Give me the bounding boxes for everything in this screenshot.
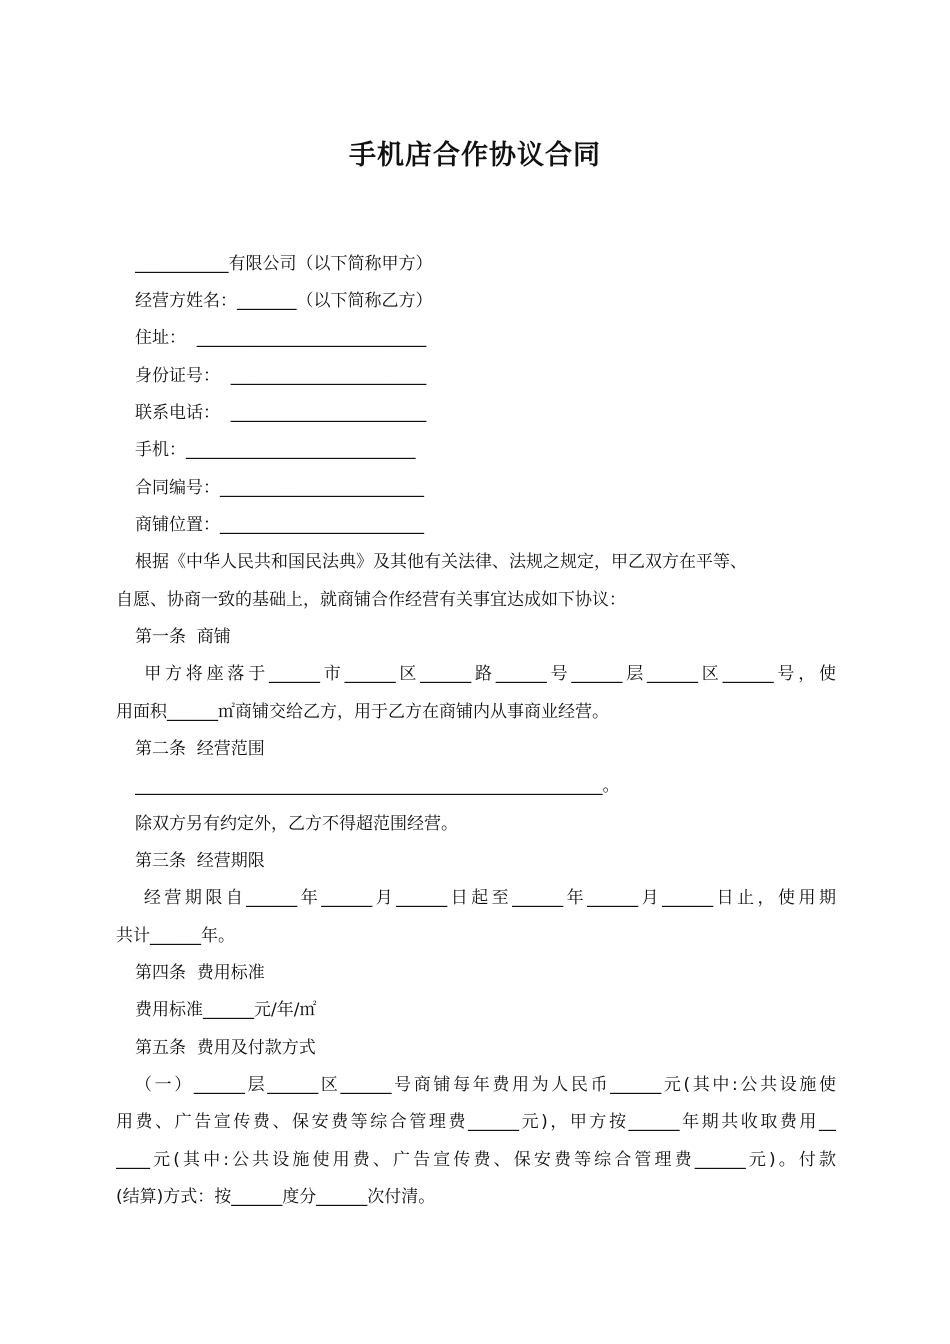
article-3-heading: 第三条 经营期限	[135, 851, 265, 871]
article-5-line-3: ____元(其中:公共设施使用费、广告宣传费、保安费等综合管理费______元)。付款	[116, 1150, 836, 1170]
article-3-line-2: 共计______年。	[116, 926, 235, 946]
article-5-line-2: 用费、广告宣传费、保安费等综合管理费______元)，甲方按______年期共收取费用__	[116, 1112, 836, 1132]
party-b-name-line: 经营方姓名：_______（以下简称乙方）	[135, 291, 433, 311]
shop-location-line: 商铺位置：________________________	[135, 515, 424, 535]
article-1-line-1: 甲方将座落于______市______区______路______号______层______区______号，使	[135, 664, 836, 684]
article-5-line-1: （一）______层______区______号商铺每年费用为人民币______元(其中:公共设施使	[135, 1075, 836, 1095]
preamble-line-1: 根据《中华人民共和国民法典》及其他有关法律、法规之规定，甲乙双方在平等、	[135, 552, 747, 572]
article-5-heading: 第五条 费用及付款方式	[135, 1038, 316, 1058]
party-a-line: ___________有限公司（以下简称甲方）	[135, 254, 433, 274]
article-2-scope-blank: _______________________________________________________。	[135, 776, 620, 796]
article-4-fee-standard: 费用标准______元/年/㎡	[135, 1000, 317, 1020]
article-5-line-4: (结算)方式：按______度分______次付清。	[116, 1187, 436, 1207]
article-3-line-1: 经营期限自______年______月______日起至______年______月______日止，使用期	[135, 888, 836, 908]
article-4-heading: 第四条 费用标准	[135, 963, 265, 983]
document-title: 手机店合作协议合同	[349, 140, 601, 171]
address-line: 住址： ___________________________	[135, 328, 427, 348]
article-1-line-2: 用面积______㎡商铺交给乙方，用于乙方在商铺内从事商业经营。	[116, 702, 609, 722]
mobile-line: 手机：___________________________	[135, 440, 416, 460]
article-2-restriction: 除双方另有约定外，乙方不得超范围经营。	[135, 814, 458, 834]
article-2-heading: 第二条 经营范围	[135, 739, 265, 759]
article-1-heading: 第一条 商铺	[135, 627, 231, 647]
preamble-line-2: 自愿、协商一致的基础上，就商铺合作经营有关事宜达成如下协议：	[116, 590, 626, 610]
phone-line: 联系电话： _______________________	[135, 403, 427, 423]
contract-number-line: 合同编号：________________________	[135, 478, 424, 498]
id-number-line: 身份证号： _______________________	[135, 366, 427, 386]
